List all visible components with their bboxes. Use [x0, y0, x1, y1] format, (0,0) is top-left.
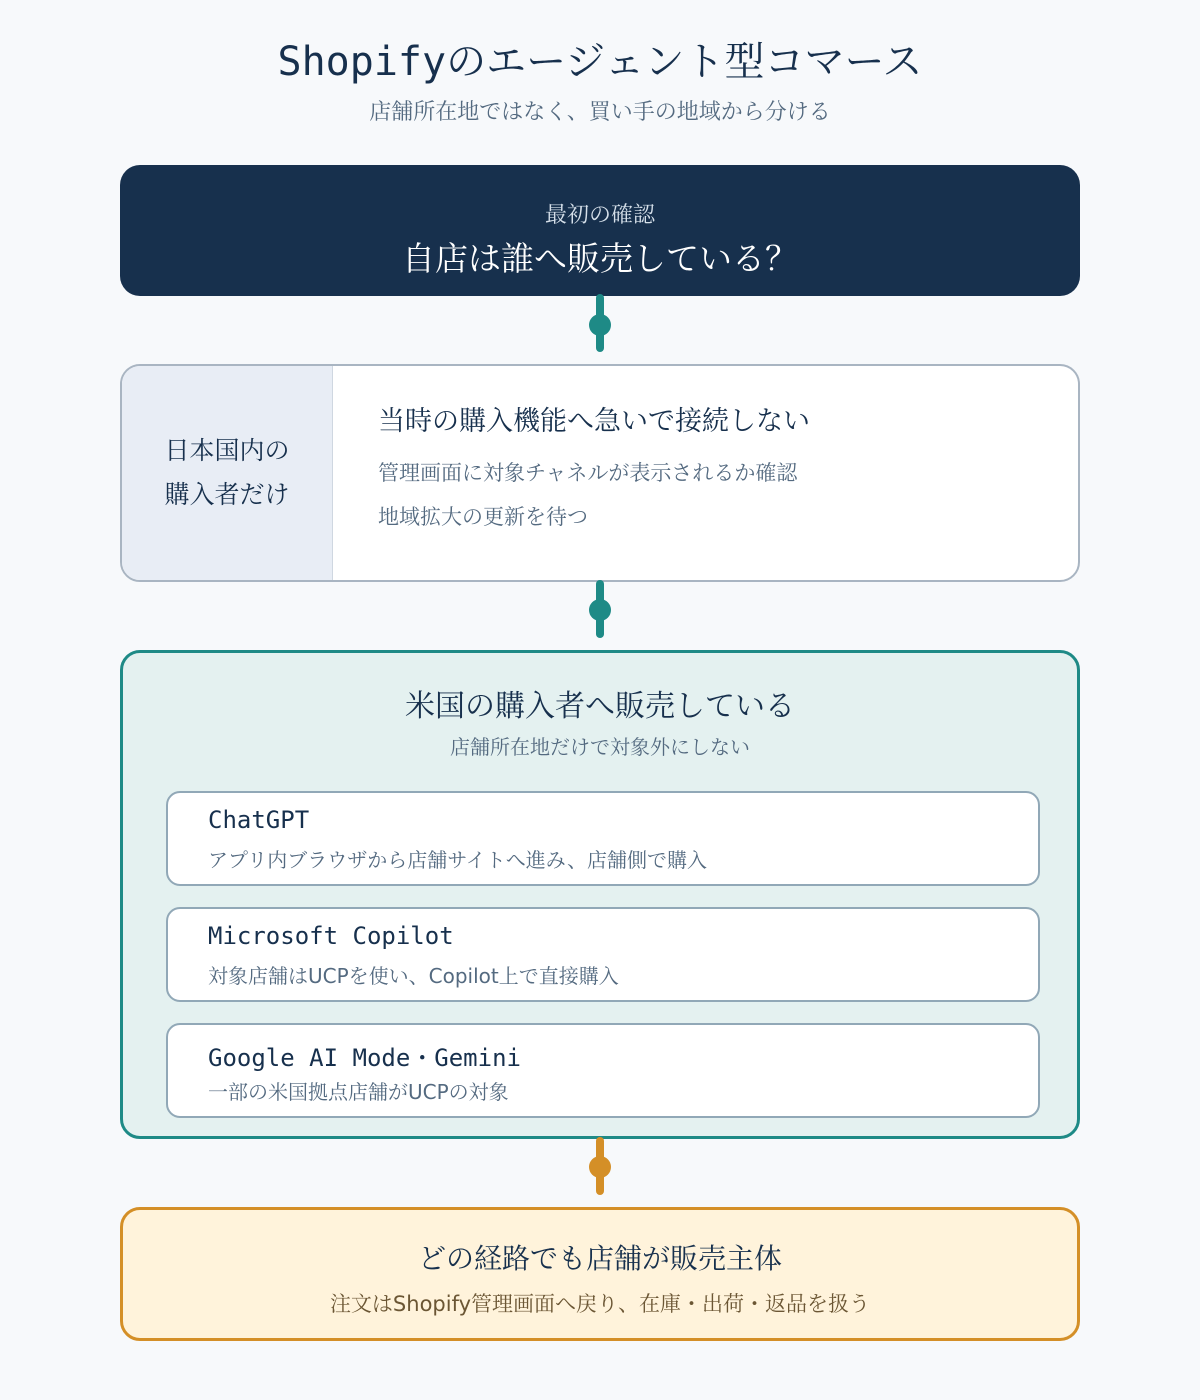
channel-desc: アプリ内ブラウザから店舗サイトへ進み、店舗側で購入 [208, 848, 707, 872]
channel-name: Microsoft Copilot [208, 922, 454, 950]
us-title: 米国の購入者へ販売している [405, 689, 795, 724]
connector-dot [589, 314, 611, 336]
japan-line: 地域拡大の更新を待つ [378, 505, 588, 529]
first-check-question: 自店は誰へ販売している？ [402, 239, 798, 278]
page-title: Shopifyのエージェント型コマース [277, 39, 923, 85]
channel-name: ChatGPT [208, 806, 310, 834]
seller-subtitle: 注文はShopify管理画面へ戻り、在庫・出荷・返品を扱う [329, 1292, 871, 1316]
us-buyers-box [120, 650, 1080, 1139]
japan-buyers-box [120, 364, 1080, 582]
japan-line: 管理画面に対象チャネルが表示されるか確認 [378, 461, 798, 485]
connector-dot [589, 1156, 611, 1178]
first-check-box [120, 165, 1080, 296]
japan-title: 当時の購入機能へ急いで接続しない [378, 406, 810, 437]
japan-condition-line: 日本国内の [164, 436, 290, 465]
channel-card-copilot [166, 907, 1040, 1002]
seller-box [120, 1207, 1080, 1341]
japan-condition [122, 366, 333, 580]
connector-dot [589, 599, 611, 621]
channel-desc: 対象店舗はUCPを使い、Copilot上で直接購入 [208, 964, 619, 988]
channel-card-chatgpt [166, 791, 1040, 886]
channel-name: Google AI Mode・Gemini [208, 1044, 521, 1072]
channel-card-google [166, 1023, 1040, 1118]
seller-title: どの経路でも店舗が販売主体 [417, 1242, 782, 1275]
page-subtitle: 店舗所在地ではなく、買い手の地域から分ける [369, 100, 831, 125]
us-subtitle: 店舗所在地だけで対象外にしない [450, 735, 750, 759]
first-check-label: 最初の確認 [544, 203, 655, 228]
japan-condition-line: 購入者だけ [164, 480, 290, 509]
channel-desc: 一部の米国拠点店舗がUCPの対象 [208, 1080, 509, 1104]
